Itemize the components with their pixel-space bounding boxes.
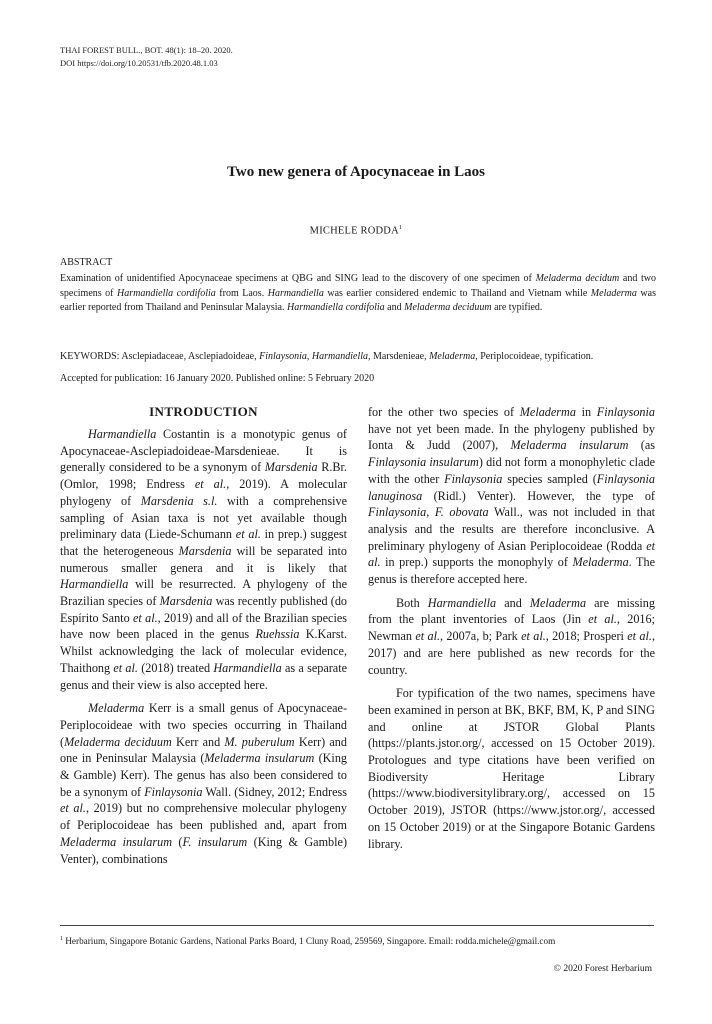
accepted-line: Accepted for publication: 16 January 2020. Published online: 5 February 2020 — [60, 373, 375, 384]
article-title: Two new genera of Apocynaceae in Laos — [226, 164, 486, 180]
italic-term: et al. — [415, 629, 441, 644]
italic-term: Finlaysonia — [259, 351, 307, 362]
italic-term: et al. — [368, 538, 655, 570]
italic-term: Finlaysonia lanuginosa — [368, 471, 655, 503]
introduction-heading: INTRODUCTION — [149, 404, 258, 419]
italic-term: Harmandiella — [267, 287, 324, 299]
italic-term: M. puberulum — [224, 734, 295, 749]
italic-term: Meladerma — [88, 701, 145, 716]
italic-term: Meladerma insularum — [60, 834, 173, 849]
italic-term: Marsdenia s.l. — [140, 493, 218, 508]
footnote-mark: 1 — [60, 936, 63, 942]
italic-term: F. obovata — [434, 505, 489, 520]
italic-term: Meladerma insularum — [510, 438, 629, 453]
italic-term: et al. — [521, 629, 546, 644]
footnote — [60, 933, 660, 948]
italic-term: Harmandiella — [60, 577, 129, 592]
intro-paragraph: Both Harmandiella and Meladerma are missing from the plant inventories of Laos (Jin et al., 2016; Newman et al., 2007a, b; Park et al., 2018; Prosperi et al., 2017) and are here published as new records for the country. — [368, 595, 656, 677]
italic-term: Marsdenia — [264, 460, 318, 475]
affiliation-mark: 1 — [398, 224, 403, 231]
italic-term: Harmandiella — [311, 351, 368, 362]
italic-term: Harmandiella cordifolia — [286, 302, 385, 313]
italic-term: Harmandiella — [427, 595, 497, 610]
italic-term: Meladerma deciduum — [64, 734, 172, 749]
italic-term: Marsdenia — [178, 543, 232, 558]
abstract-text: Examination of unidentified Apocynaceae specimens at QBG and SING lead to the discovery of one specimen of Meladerma decidum and two specimens of Harmandiella cordifolia from Laos. Harmandiella was earlier considered endemic to Thailand and Vietnam while Meladerma was earlier reported from Thailand and Peninsular Malaysia. Harmandiella cordifolia and Meladerma deciduum are typified. — [60, 273, 656, 313]
italic-term: Finlaysonia insularum — [368, 455, 479, 470]
italic-term: Finlaysonia — [368, 505, 427, 520]
italic-term: Meladerma — [529, 595, 587, 610]
italic-term: Ruehssia — [255, 627, 300, 642]
italic-term: Meladerma decidum — [535, 273, 620, 284]
italic-term: Finlaysonia — [144, 784, 203, 799]
italic-term: Finlaysonia — [444, 471, 503, 486]
doi-line: DOI https://doi.org/10.20531/tfb.2020.48.1.03 — [60, 58, 218, 68]
journal-citation: THAI FOREST BULL., BOT. 48(1): 18–20. 2020. — [60, 45, 233, 55]
italic-term: Harmandiella — [88, 427, 157, 441]
abstract-heading: ABSTRACT — [60, 257, 113, 268]
intro-paragraph: For typification of the two names, specimens have been examined in person at BK, BKF, BM, K, P and SING and online at JSTOR Global Plants (https://plants.jstor.org/, accessed on 15 October 2019). Protologues and type citations have been verified on Biodiversity Heritage Library (https://www.biodiversitylibrary.org/, accessed on 15 October 2019), JSTOR (https://www.jstor.org/, accessed on 15 October 2019) or at the Singapore Botanic Gardens library. — [368, 686, 655, 851]
italic-term: et al. — [235, 527, 261, 542]
intro-paragraph: Meladerma Kerr is a small genus of Apocynaceae-Periplocoideae with two species occurring in Thailand (Meladerma deciduum Kerr and M. puberulum Kerr) and one in Peninsular Malaysia (Meladerma insularum (King & Gamble) Kerr). The genus has also been considered to be a synonym of Finlaysonia Wall. (Sidney, 2012; Endress et al., 2019) but no comprehensive molecular phylogeny of Periplocoideae has been published and, apart from Meladerma insularum (F. insularum (King & Gamble) Venter), combinations — [60, 701, 348, 866]
keywords-line: KEYWORDS: Asclepiadaceae, Asclepiadoideae, Finlaysonia, Harmandiella, Marsdenieae, Meladerma, Periplocoideae, typification. — [60, 351, 594, 362]
italic-term: Meladerma — [519, 405, 576, 419]
italic-term: et al. — [113, 660, 138, 675]
italic-term: et al. — [627, 629, 652, 644]
italic-term: et al. — [60, 801, 86, 816]
italic-term: Meladerma — [590, 287, 637, 299]
intro-paragraph: Harmandiella Costantin is a monotypic genus of Apocynaceae-Asclepiadoideae-Marsdenieae. It is generally considered to be a synonym of Marsdenia R.Br. (Omlor, 1998; Endress et al., 2019). A molecular phylogeny of Marsdenia s.l. with a comprehensive sampling of Asian taxa is not yet available though preliminary data (Liede-Schumann et al. in prep.) suggest that the heterogeneous Marsdenia will be separated into numerous smaller genera and it is likely that Harmandiella will be resurrected. A phylogeny of the Brazilian species of Marsdenia was recently published (do Espírito Santo et al., 2019) and all of the Brazilian species have now been placed in the genus Ruehssia K.Karst. Whilst acknowledging the lack of molecular evidence, Thaithong et al. (2018) treated Harmandiella as a separate genus and their view is also accepted here. — [60, 427, 348, 692]
italic-term: Meladerma — [572, 555, 629, 570]
intro-paragraph: for the other two species of Meladerma in Finlaysonia have not yet been made. In the phylogeny published by Ionta & Judd (2007), Meladerma insularum (as Finlaysonia insularum) did not form a monophyletic clade with the other Finlaysonia species sampled (Finlaysonia lanuginosa (Ridl.) Venter). However, the type of Finlaysonia, F. obovata Wall., was not included in that analysis and the results are therefore inconclusive. A preliminary phylogeny of Asian Periplocoideae (Rodda et al. in prep.) supports the monophyly of Meladerma. The genus is therefore accepted here. — [368, 405, 656, 587]
italic-term: Marsdenia — [159, 594, 213, 609]
author-line — [0, 224, 712, 237]
author-name: MICHELE RODDA — [309, 225, 399, 237]
italic-term: et al. — [588, 612, 617, 627]
running-header — [60, 44, 233, 70]
italic-term: Meladerma insularum — [204, 751, 315, 766]
left-column — [60, 426, 347, 874]
italic-term: et al. — [132, 610, 158, 625]
italic-term: Meladerma — [429, 351, 476, 362]
italic-term: Harmandiella cordifolia — [117, 287, 216, 299]
italic-term: F. insularum — [182, 834, 248, 849]
footnote-text: Herbarium, Singapore Botanic Gardens, National Parks Board, 1 Cluny Road, 259569, Singapore. Email: rodda.michele@gmail.com — [65, 936, 556, 947]
italic-term: et al. — [194, 477, 227, 492]
copyright-line: © 2020 Forest Herbarium — [553, 964, 652, 974]
italic-term: Finlaysonia — [596, 405, 655, 419]
italic-term: Meladerma deciduum — [404, 302, 492, 313]
italic-term: Harmandiella — [213, 660, 282, 675]
footnote-rule — [60, 925, 654, 926]
right-column — [368, 404, 655, 859]
